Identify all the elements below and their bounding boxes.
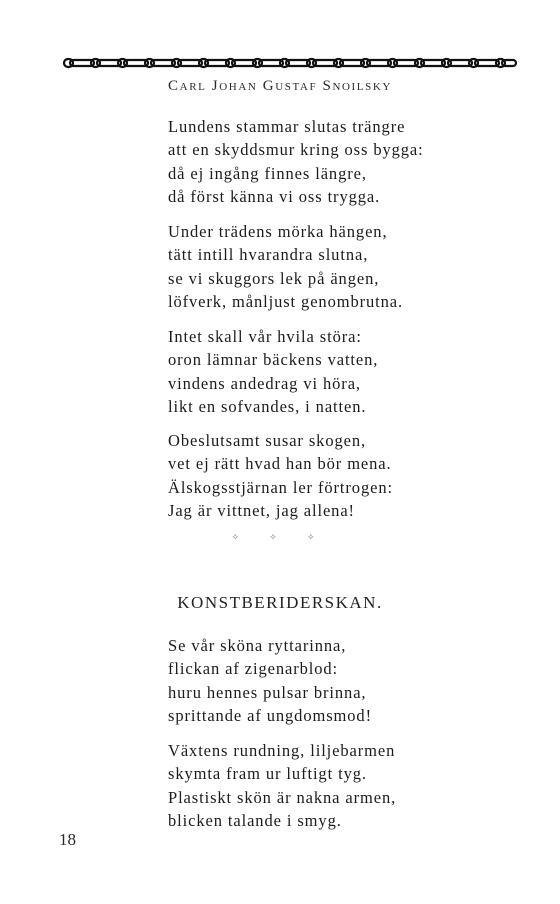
verse-line: oron lämnar bäckens vatten, xyxy=(168,350,379,370)
verse-line: Plastiskt skön är nakna armen, xyxy=(168,787,397,807)
verse-line: vindens andedrag vi höra, xyxy=(168,373,361,393)
verse-line: då ej ingång finnes längre, xyxy=(168,163,367,183)
verse-line: Jag är vittnet, jag allena! xyxy=(168,500,355,520)
verse-line: då först känna vi oss trygga. xyxy=(168,186,381,206)
verse-line: Lundens stammar slutas trängre xyxy=(168,117,406,136)
verse-line: vet ej rätt hvad han bör mena. xyxy=(168,454,392,474)
verse-line: flickan af zigenarblod: xyxy=(168,659,339,679)
verse-line: se vi skuggors lek på ängen, xyxy=(168,268,380,288)
decorative-chain-border xyxy=(62,55,518,71)
page-number: 18 xyxy=(59,830,76,849)
section-ornament: ✧ ✧ ✧ xyxy=(231,532,329,542)
verse-line: Obeslutsamt susar skogen, xyxy=(168,431,367,450)
verse-line: sprittande af ungdomsmod! xyxy=(168,705,372,725)
verse-line: Älskogsstjärnan ler förtrogen: xyxy=(168,477,393,497)
poem-title: KONSTBERIDERSKAN. xyxy=(177,593,383,612)
verse-line: Intet skall vår hvila störa: xyxy=(168,327,362,346)
poem2-stanza-1 xyxy=(168,634,372,727)
poem1-stanza-3 xyxy=(168,325,378,418)
verse-line: Växtens rundning, liljebarmen xyxy=(168,741,396,760)
verse-line: löfverk, månljust genombrutna. xyxy=(168,291,404,311)
verse-line: huru hennes pulsar brinna, xyxy=(168,682,367,702)
verse-line: att en skyddsmur kring oss bygga: xyxy=(168,140,424,160)
poem1-stanza-4 xyxy=(168,429,393,522)
verse-line: tätt intill hvarandra slutna, xyxy=(168,245,369,265)
poem2-stanza-2 xyxy=(168,739,396,832)
verse-line: Se vår sköna ryttarinna, xyxy=(168,636,347,655)
verse-line: likt en sofvandes, i natten. xyxy=(168,396,367,416)
verse-line: skymta fram ur luftigt tyg. xyxy=(168,764,367,784)
verse-line: blicken talande i smyg. xyxy=(168,810,342,830)
verse-line: Under trädens mörka hängen, xyxy=(168,222,388,241)
running-head: Carl Johan Gustaf Snoilsky xyxy=(168,78,392,94)
poem1-stanza-1 xyxy=(168,115,424,208)
poem1-stanza-2 xyxy=(168,220,403,313)
